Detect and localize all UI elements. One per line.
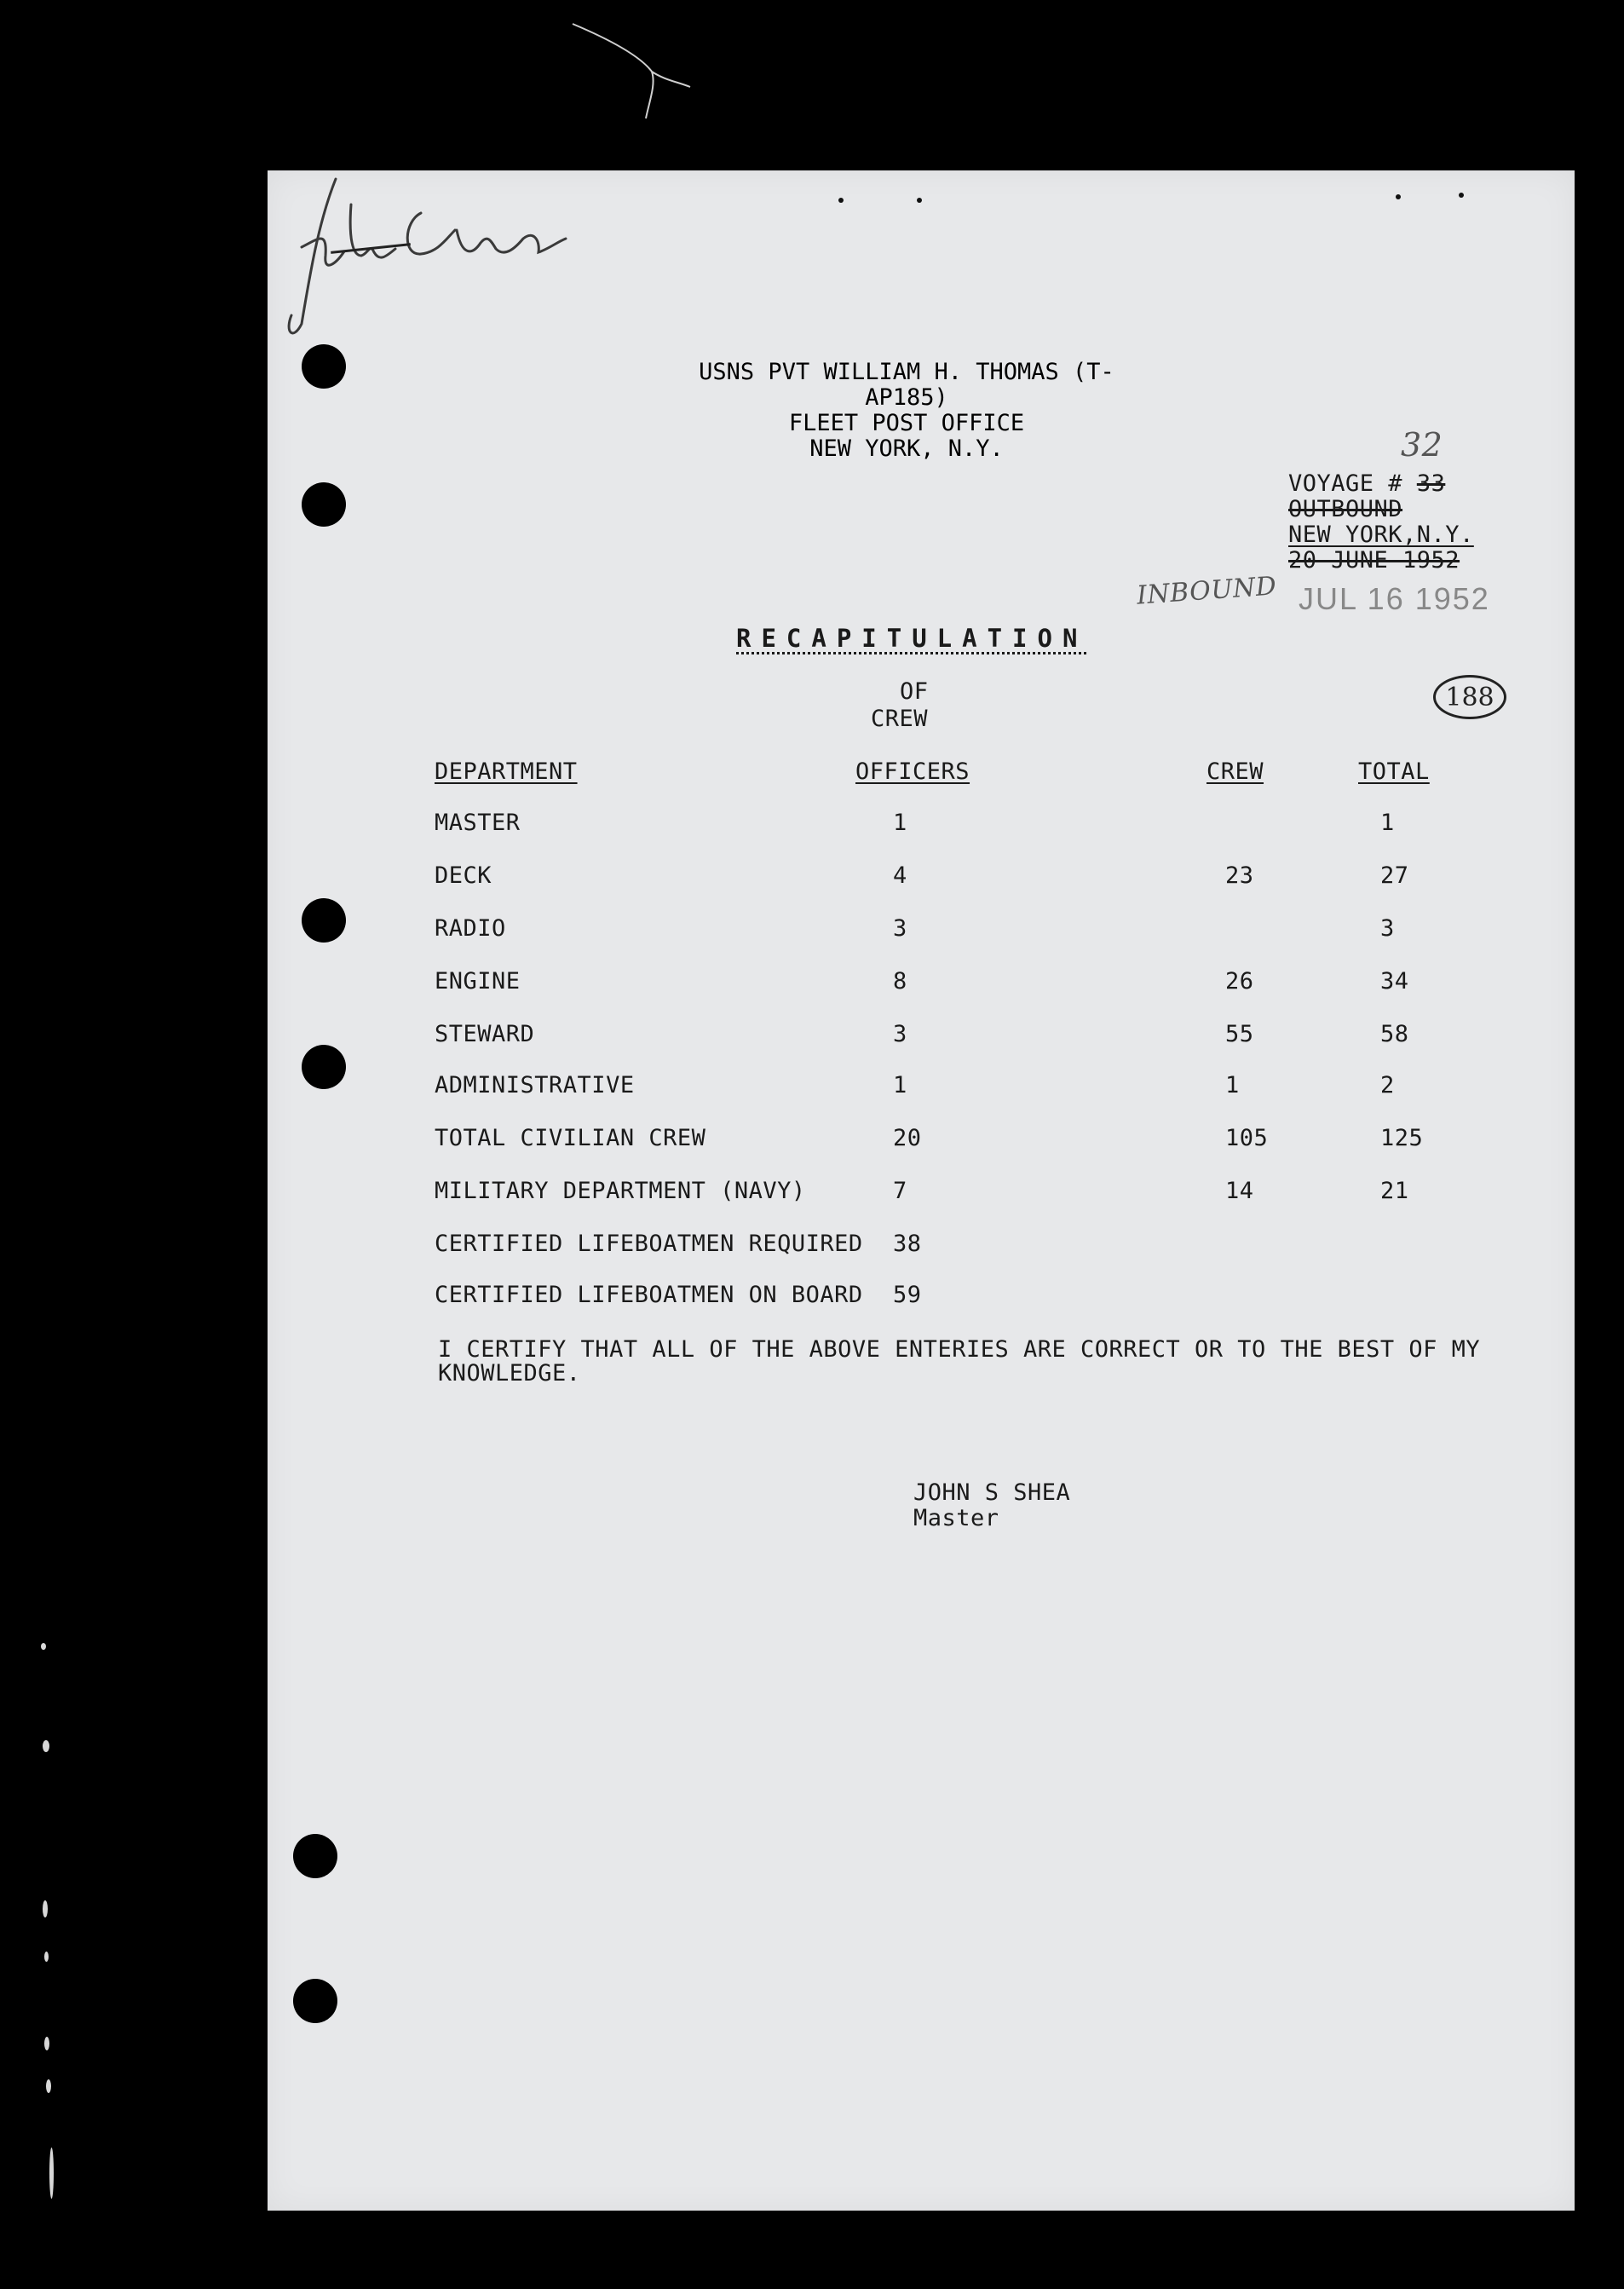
cell-department: STEWARD [435,1021,535,1047]
cell-department: ADMINISTRATIVE [435,1072,635,1098]
cell-department: CERTIFIED LIFEBOATMEN ON BOARD [435,1282,863,1308]
voyage-port: NEW YORK,N.Y. [1288,522,1474,548]
title-crew: CREW [871,706,929,732]
date-stamp: JUL 16 1952 [1299,581,1490,616]
table-row [435,1178,1457,1205]
page-title: RECAPITULATION [736,624,1088,653]
page-number: 188 [1433,675,1506,719]
speck [1459,193,1464,198]
cell-officers: 3 [893,1021,907,1047]
cell-department: TOTAL CIVILIAN CREW [435,1125,706,1151]
cell-department: RADIO [435,915,506,942]
cell-department: MASTER [435,810,521,836]
cell-officers: 7 [893,1178,907,1204]
cell-total: 34 [1380,968,1409,995]
cell-officers: 1 [893,810,907,836]
voyage-direction-struck: OUTBOUND [1288,496,1403,522]
cell-department: ENGINE [435,968,521,995]
scan-speck [44,2037,49,2050]
cell-total: 2 [1380,1072,1395,1098]
cell-department: MILITARY DEPARTMENT (NAVY) [435,1178,806,1204]
cell-officers: 4 [893,862,907,889]
voyage-label: VOYAGE # [1288,470,1403,497]
punch-hole [302,1045,346,1089]
scan-speck [46,2079,51,2093]
table-row [435,1231,1457,1258]
cell-total: 21 [1380,1178,1409,1204]
voyage-date-struck: 20 JUNE 1952 [1288,547,1460,574]
scan-speck [43,1740,49,1752]
inbound-handwritten: INBOUND [1135,571,1278,611]
speck [838,198,844,203]
cell-total: 1 [1380,810,1395,836]
city: NEW YORK, N.Y. [809,435,1004,462]
cell-crew: 23 [1225,862,1254,889]
header-total: TOTAL [1358,758,1430,785]
cell-crew: 55 [1225,1021,1254,1047]
speck [917,198,922,203]
cell-crew: 1 [1225,1072,1240,1098]
table-row [435,1072,1457,1099]
table-row [435,1125,1457,1152]
cell-officers: 3 [893,915,907,942]
cell-crew: 14 [1225,1178,1254,1204]
ship-name: USNS PVT WILLIAM H. THOMAS (T-AP185) [699,359,1114,411]
table-row [435,1282,1457,1309]
cell-total: 3 [1380,915,1395,942]
cell-officers: 38 [893,1231,922,1257]
table-row [435,968,1457,995]
signatory-role: Master [913,1505,999,1531]
table-row [435,862,1457,890]
cell-officers: 59 [893,1282,922,1308]
header-department: DEPARTMENT [435,758,578,785]
scan-speck [43,1900,48,1917]
punch-hole [293,1979,337,2023]
scan-speck [44,1952,49,1962]
punch-hole [293,1834,337,1878]
header-officers: OFFICERS [855,758,970,785]
punch-hole [302,482,346,527]
cell-crew: 26 [1225,968,1254,995]
hair-artifact [571,20,699,123]
certification-line1: I CERTIFY THAT ALL OF THE ABOVE ENTERIES ARE CORRECT OR TO THE BEST OF MY [438,1336,1481,1363]
signatory-name: JOHN S SHEA [913,1479,1071,1506]
scan-speck [41,1643,46,1650]
voyage-number-handwritten: 32 [1401,426,1443,464]
title-of: OF [900,678,929,705]
speck [1396,194,1401,199]
voyage-line [1288,470,1445,497]
table-header [435,758,1457,786]
punch-hole [302,344,346,389]
certification-line2: KNOWLEDGE. [438,1360,581,1387]
cell-officers: 20 [893,1125,922,1151]
cell-officers: 8 [893,968,907,995]
punch-hole [302,898,346,943]
cell-department: CERTIFIED LIFEBOATMEN REQUIRED [435,1231,863,1257]
scan-speck [49,2148,54,2199]
document-page [268,170,1575,2211]
letterhead [659,360,1154,462]
handwritten-signature [268,170,625,341]
cell-total: 58 [1380,1021,1409,1047]
cell-crew: 105 [1225,1125,1269,1151]
table-row [435,915,1457,943]
cell-department: DECK [435,862,492,889]
cell-total: 27 [1380,862,1409,889]
table-row [435,810,1457,837]
table-row [435,1021,1457,1048]
cell-officers: 1 [893,1072,907,1098]
voyage-number-struck: 33 [1416,470,1446,497]
cell-total: 125 [1380,1125,1424,1151]
post-office: FLEET POST OFFICE [788,410,1025,436]
header-crew: CREW [1206,758,1264,785]
